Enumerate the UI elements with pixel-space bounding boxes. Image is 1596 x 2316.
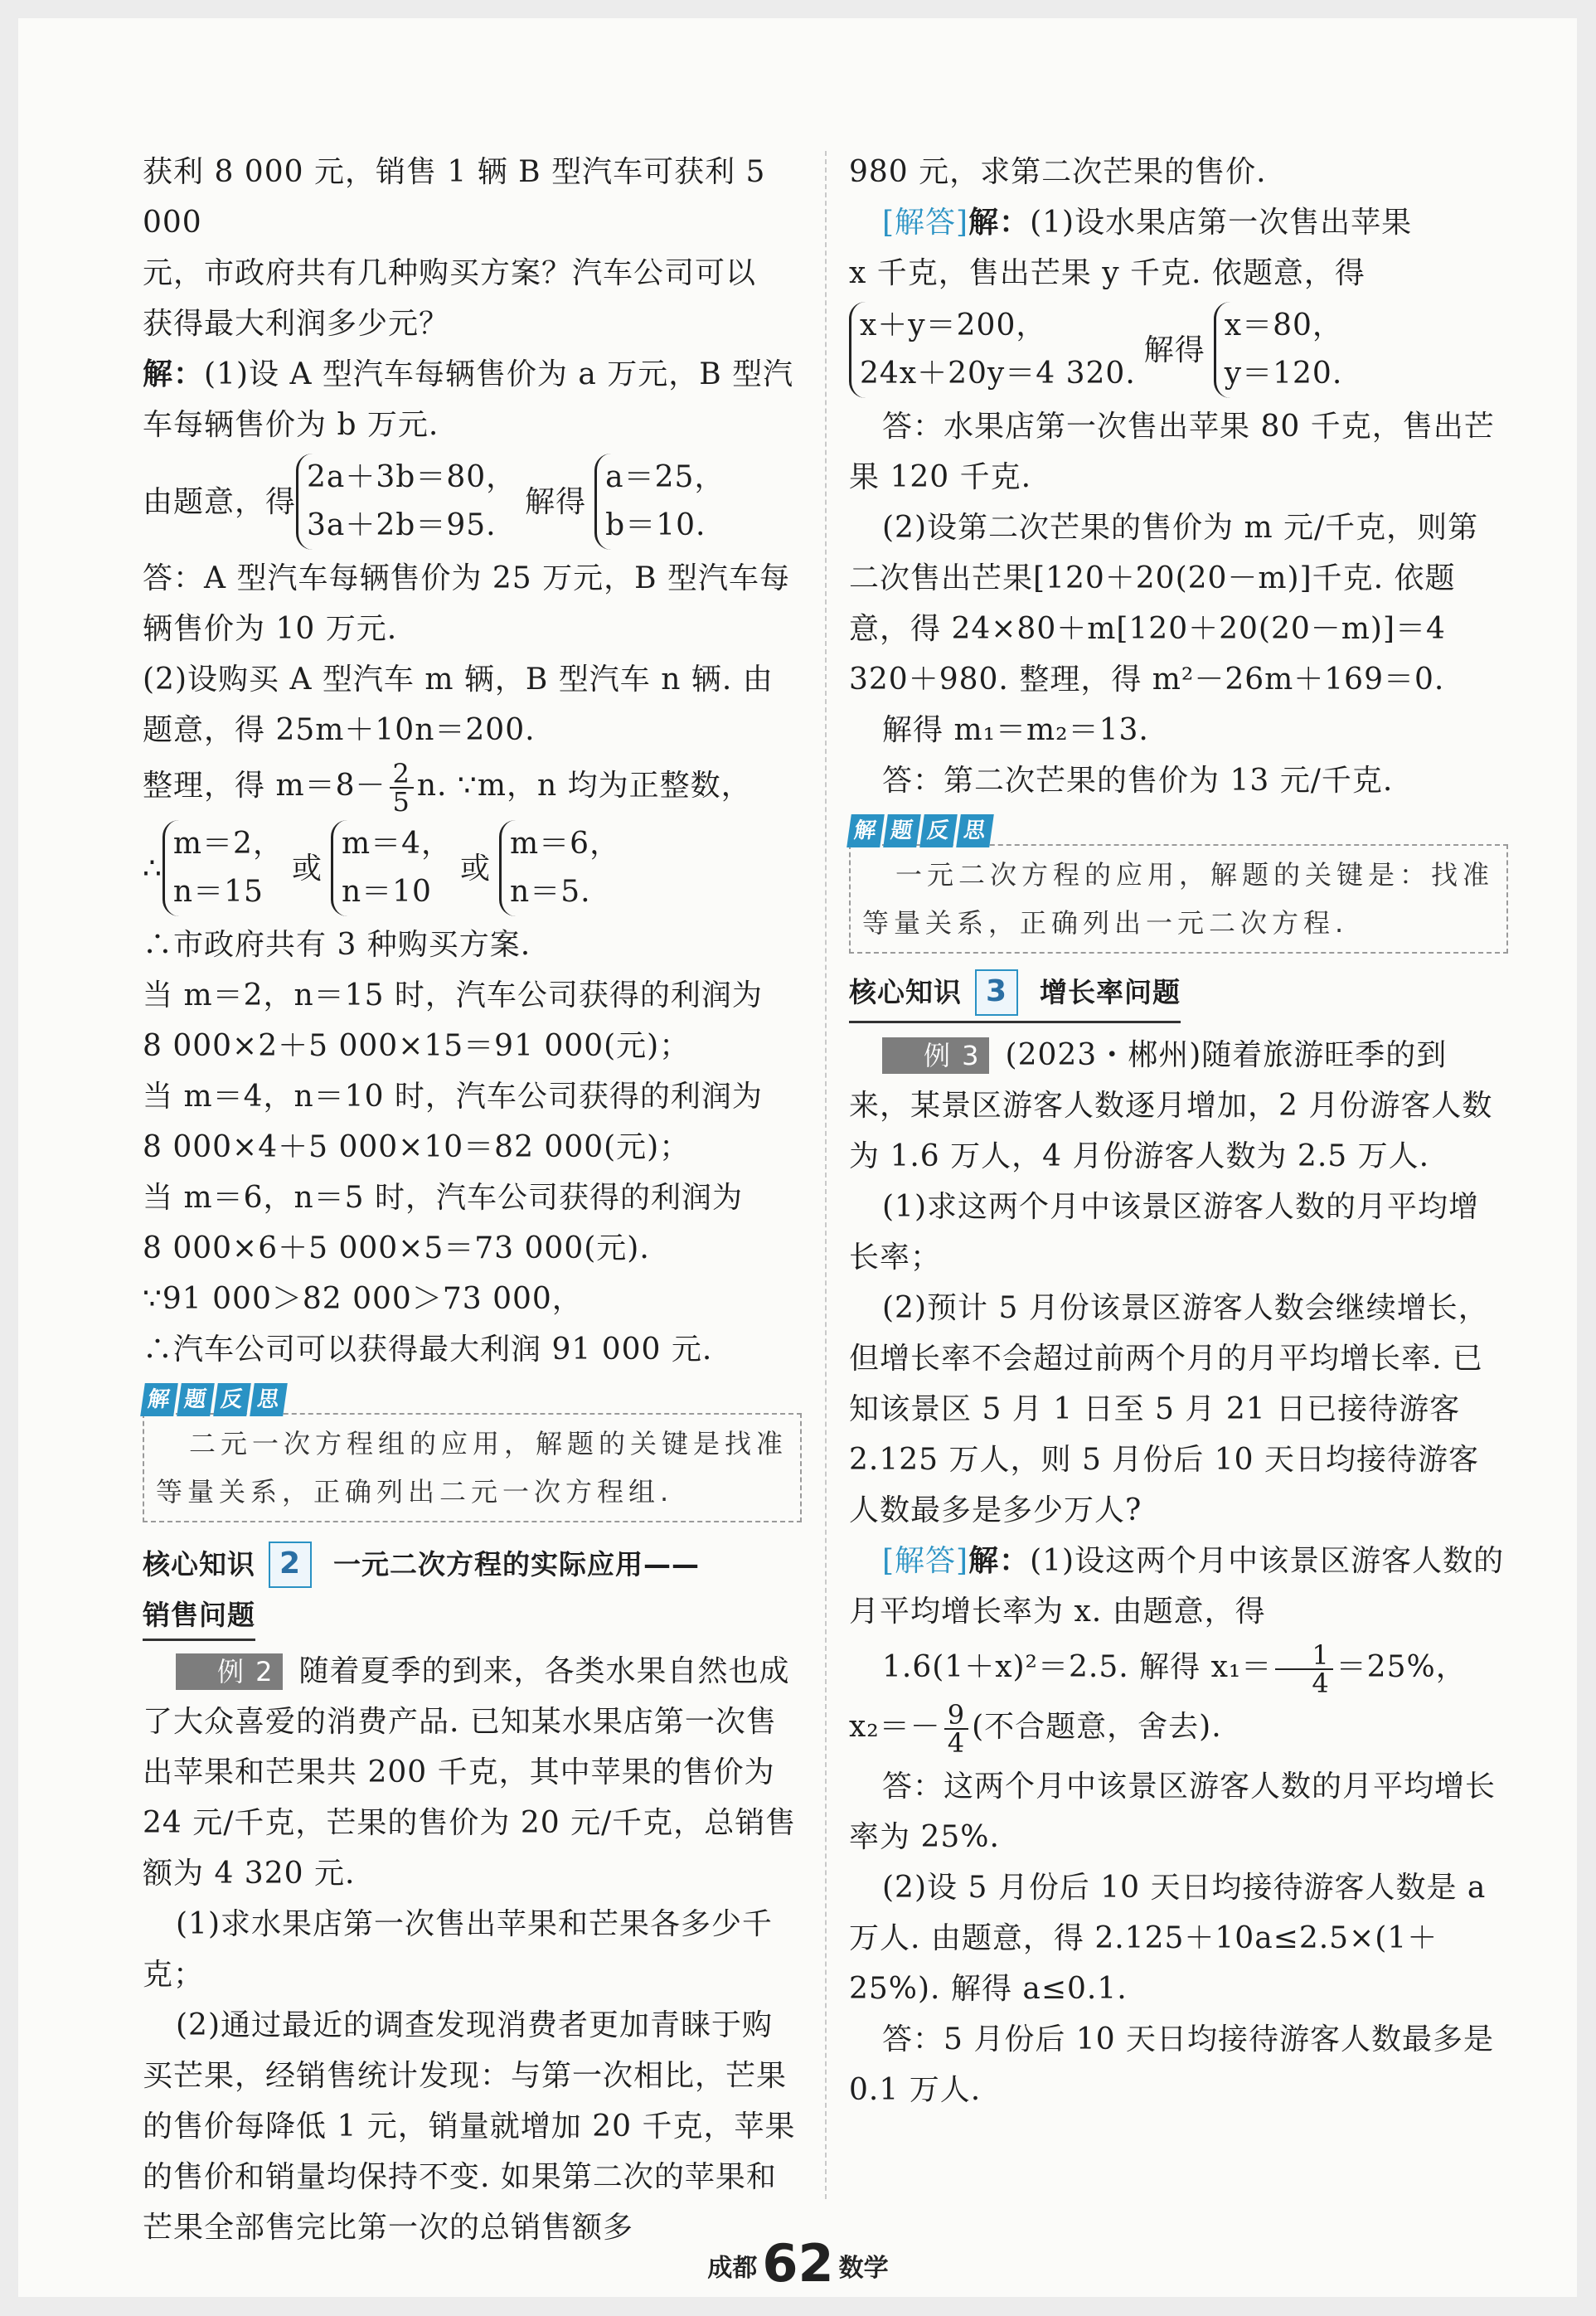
core-knowledge-number: 2 [269, 1542, 312, 1588]
equation: n＝5. [510, 875, 591, 909]
text-line: ∴市政府共有 3 种购买方案. [143, 928, 531, 962]
text-line: (2)设 5 月份后 10 天日均接待游客人数是 a 万人. 由题意，得 2.125＋10a≤2.5×(1＋25%). 解得 a≤0.1. [849, 1871, 1487, 2006]
text-span: 由题意，得 [143, 484, 297, 519]
equation-system-line [849, 302, 1508, 398]
text-span: 解得 [525, 484, 587, 519]
textbook-page [18, 18, 1577, 2297]
equation-system [1214, 302, 1343, 398]
example-paragraph [849, 1030, 1508, 1182]
text-span: ＝25%， [1336, 1650, 1467, 1684]
reflection-box: 二元一次方程组的应用，解题的关键是找准等量关系，正确列出二元一次方程组. [143, 1413, 802, 1522]
equation: x＋y＝200， [860, 308, 1047, 342]
core-knowledge-title: 一元二次方程的实际应用—— [333, 1548, 700, 1580]
answer-line [849, 197, 1508, 248]
question: (1)求水果店第一次售出苹果和芒果各多少千克； [143, 1907, 773, 1992]
text-span: 或 [291, 851, 323, 886]
text-line: 当 m＝6，n＝5 时，汽车公司获得的利润为 [143, 1181, 744, 1215]
example-paragraph [143, 1646, 802, 1899]
question: (2)预计 5 月份该景区游客人数会继续增长，但增长率不会超过前两个月的月平均增长率. 已知该景区 5 月 1 日至 5 月 21 日已接待游客 2.125 万人，则 5 月份后 10 天日均接待游客人数最多是多少万人? [849, 1291, 1489, 1527]
text-span: (1)设水果店第一次售出苹果 [1030, 206, 1413, 240]
equation-system-line [143, 820, 802, 916]
text-line: 题意，得 25m＋10n＝200. [143, 713, 536, 747]
equation: x＝80， [1224, 308, 1343, 342]
equation: n＝15 [172, 875, 264, 909]
text-line: 车每辆售价为 b 万元. [143, 408, 439, 442]
core-knowledge-heading [143, 1539, 802, 1590]
text-line [849, 1699, 1508, 1759]
text-span: 解得 [1143, 333, 1205, 367]
reflection-tag: 题 [883, 814, 921, 847]
solution-label: 解： [968, 205, 1031, 240]
text-span: 整理，得 m＝8－ [143, 769, 386, 803]
fraction [944, 1699, 968, 1759]
text-line [143, 349, 802, 400]
text-line: (2)设购买 A 型汽车 m 辆，B 型汽车 n 辆. 由 [143, 663, 774, 697]
text-line: 8 000×2＋5 000×15＝91 000(元)； [143, 1029, 691, 1063]
text-line: x 千克，售出芒果 y 千克. 依题意，得 [849, 256, 1366, 290]
text-span: (不合题意，舍去). [972, 1710, 1222, 1744]
text-span: x₂＝－ [849, 1710, 941, 1744]
reflection-box: 一元二次方程的应用，解题的关键是：找准等量关系，正确列出一元二次方程. [849, 844, 1508, 954]
reflection-tag: 反 [213, 1383, 251, 1416]
equation: m＝6， [510, 827, 621, 861]
text-line [143, 758, 802, 818]
answer-tag: [解答] [882, 1544, 969, 1578]
core-knowledge-number: 3 [975, 969, 1018, 1016]
core-knowledge-heading [849, 967, 1181, 1023]
equation: 2a＋3b＝80， [307, 460, 517, 494]
fraction [1275, 1639, 1332, 1699]
reflection-tag: 解 [140, 1383, 178, 1416]
text-line: 当 m＝2，n＝15 时，汽车公司获得的利润为 [143, 978, 763, 1012]
text-line: 答：A 型汽车每辆售价为 25 万元，B 型汽车每 [143, 561, 791, 595]
text-line: 解得 m₁＝m₂＝13. [882, 713, 1149, 747]
text-line: 980 元，求第二次芒果的售价. [849, 155, 1267, 189]
text-line: ∵91 000＞82 000＞73 000， [143, 1282, 583, 1316]
core-knowledge-label: 核心知识 [143, 1548, 255, 1580]
reflection-tag: 反 [919, 814, 958, 847]
text-line: 辆售价为 10 万元. [143, 612, 398, 646]
example-label: 例 3 [882, 1037, 989, 1074]
text-line: ∴汽车公司可以获得最大利润 91 000 元. [143, 1333, 713, 1367]
column-divider [825, 151, 827, 2199]
solution-label: 解： [968, 1543, 1031, 1578]
question: (2)通过最近的调查发现消费者更加青睐于购买芒果，经销售统计发现：与第一次相比，芒果的售价每降低 1 元，销量就增加 20 千克，苹果的售价和销量均保持不变. 如果第二次的苹果和芒果全部售完比第一次的总销售额多 [143, 2008, 796, 2245]
equation: m＝2， [172, 827, 284, 861]
text-span: 1.6(1＋x)²＝2.5. 解得 x₁＝ [882, 1650, 1273, 1684]
numerator: 1 [1275, 1642, 1332, 1670]
example-label: 例 2 [176, 1653, 283, 1690]
text-span: n. ∵m，n 均为正整数， [416, 769, 752, 803]
footer-subject: 数学 [838, 2254, 889, 2283]
text-line [849, 1639, 1508, 1699]
equation: 3a＋2b＝95. [307, 508, 497, 542]
reflection-tags [143, 1383, 802, 1416]
equation: m＝4， [341, 827, 453, 861]
equation-system [331, 820, 452, 916]
text-line: 答：这两个月中该景区游客人数的月平均增长率为 25%. [849, 1770, 1497, 1854]
reflection-tags [849, 814, 1508, 847]
reflection-tag: 思 [250, 1383, 288, 1416]
question: (1)求这两个月中该景区游客人数的月平均增长率； [849, 1190, 1479, 1275]
denominator: 4 [1312, 1668, 1330, 1699]
core-knowledge-subtitle: 销售问题 [143, 1594, 255, 1641]
equation: y＝120. [1224, 357, 1343, 391]
example-text: 随着夏季的到来，各类水果自然也成了大众喜爱的消费产品. 已知某水果店第一次售出苹果和芒果共 200 千克，其中苹果的售价为 24 元/千克，芒果的售价为 20 元/千克，总销售额为 4 320 元. [143, 1654, 797, 1891]
core-knowledge-label: 核心知识 [849, 976, 962, 1008]
equation-system-line [143, 454, 802, 550]
text-span: (1)设这两个月中该景区游客人数的月平均增长率为 x. 由题意，得 [849, 1544, 1505, 1629]
equation: a＝25， [605, 460, 725, 494]
equation-system [594, 454, 725, 550]
text-line: 当 m＝4，n＝10 时，汽车公司获得的利润为 [143, 1080, 763, 1114]
text-line: 答：水果店第一次售出苹果 80 千克，售出芒果 120 千克. [849, 410, 1495, 494]
right-column [849, 147, 1508, 2115]
text-span: 或 [460, 851, 492, 886]
reflection-tag: 思 [956, 814, 994, 847]
page-number: 62 [762, 2233, 834, 2294]
equation-system [499, 820, 620, 916]
fraction [390, 758, 414, 818]
equation-system [296, 454, 517, 550]
text-span: ∴ [143, 851, 163, 886]
answer-line [849, 1536, 1508, 1637]
text-line: 元，市政府共有几种购买方案？汽车公司可以 [143, 256, 757, 290]
core-knowledge-title: 增长率问题 [1040, 976, 1181, 1008]
reflection-tag: 解 [847, 814, 885, 847]
answer-tag: [解答] [882, 206, 969, 240]
numerator: 2 [390, 760, 414, 789]
reflection-tag: 题 [177, 1383, 215, 1416]
text-span: (1)设 A 型汽车每辆售价为 a 万元，B 型汽 [204, 357, 794, 391]
example-text: (2023・郴州)随着旅游旺季的到来，某景区游客人数逐月增加，2 月份游客人数为 1.6 万人，4 月份游客人数为 2.5 万人. [849, 1038, 1493, 1173]
equation: 24x＋20y＝4 320. [860, 357, 1136, 391]
numerator: 9 [944, 1702, 968, 1730]
footer-city: 成都 [707, 2254, 758, 2283]
left-column [143, 147, 802, 2253]
equation-system [163, 820, 284, 916]
text-line: 答：5 月份后 10 天日均接待游客人数最多是 0.1 万人. [849, 2022, 1495, 2107]
text-line: 8 000×4＋5 000×10＝82 000(元)； [143, 1130, 691, 1164]
text-line: 8 000×6＋5 000×5＝73 000(元). [143, 1231, 650, 1265]
text-line: 获利 8 000 元，销售 1 辆 B 型汽车可获利 5 000 [143, 155, 766, 240]
denominator: 4 [947, 1727, 966, 1759]
equation: n＝10 [341, 875, 432, 909]
equation-system [849, 302, 1136, 398]
text-line: (2)设第二次芒果的售价为 m 元/千克，则第二次售出芒果[120＋20(20－m)]千克. 依题意，得 24×80＋m[120＋20(20－m)]＝4 320＋980. 整理，得 m²－26m＋169＝0. [849, 511, 1479, 697]
page-footer [0, 2233, 1596, 2294]
equation: b＝10. [605, 508, 706, 542]
denominator: 5 [392, 786, 410, 818]
solution-label: 解： [143, 357, 205, 391]
text-line: 获得最大利润多少元？ [143, 307, 450, 341]
text-line: 答：第二次芒果的售价为 13 元/千克. [882, 764, 1394, 798]
